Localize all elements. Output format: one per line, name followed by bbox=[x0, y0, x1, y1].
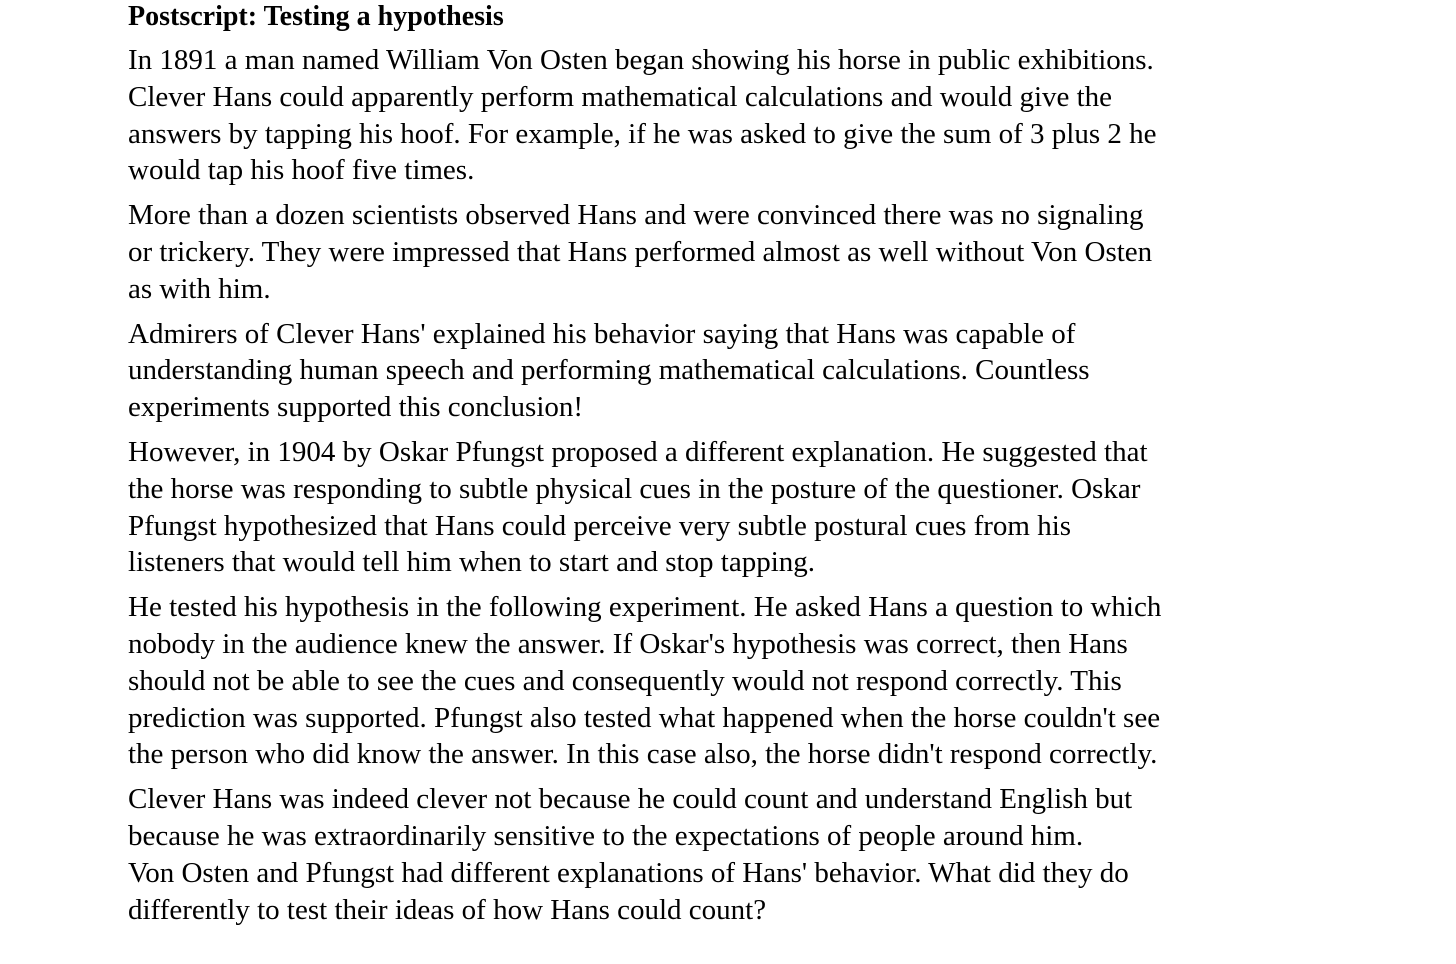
text-line: However, in 1904 by Oskar Pfungst proposed a different explanation. He suggested that bbox=[128, 435, 1148, 468]
text-line: the horse was responding to subtle physical cues in the posture of the questioner. Oskar bbox=[128, 472, 1141, 505]
text-line: would tap his hoof five times. bbox=[128, 154, 475, 187]
text-line: differently to test their ideas of how Hans could count? bbox=[128, 893, 767, 926]
text-line: Clever Hans could apparently perform mathematical calculations and would give the bbox=[128, 80, 1113, 113]
text-line: because he was extraordinarily sensitive to the expectations of people around him. bbox=[128, 819, 1084, 852]
body-text bbox=[128, 42, 1328, 928]
paragraph bbox=[128, 197, 1328, 307]
text-line: Von Osten and Pfungst had different explanations of Hans' behavior. What did they do bbox=[128, 856, 1129, 889]
paragraph bbox=[128, 589, 1328, 773]
text-line: understanding human speech and performing mathematical calculations. Countless bbox=[128, 354, 1090, 387]
text-line: More than a dozen scientists observed Hans and were convinced there was no signaling bbox=[128, 199, 1144, 232]
paragraph bbox=[128, 316, 1328, 426]
paragraph bbox=[128, 434, 1328, 581]
paragraph bbox=[128, 42, 1328, 189]
text-line: prediction was supported. Pfungst also tested what happened when the horse couldn't see bbox=[128, 701, 1161, 734]
text-line: answers by tapping his hoof. For example, if he was asked to give the sum of 3 plus 2 he bbox=[128, 117, 1157, 150]
text-line: Pfungst hypothesized that Hans could perceive very subtle postural cues from his bbox=[128, 509, 1072, 542]
document bbox=[128, 0, 1328, 928]
text-line: should not be able to see the cues and consequently would not respond correctly. This bbox=[128, 664, 1122, 697]
text-line: He tested his hypothesis in the following experiment. He asked Hans a question to which bbox=[128, 591, 1162, 624]
paragraph bbox=[128, 781, 1328, 928]
text-line: listeners that would tell him when to start and stop tapping. bbox=[128, 546, 816, 579]
text-line: Admirers of Clever Hans' explained his behavior saying that Hans was capable of bbox=[128, 317, 1076, 350]
text-line: experiments supported this conclusion! bbox=[128, 391, 584, 424]
text-line: the person who did know the answer. In this case also, the horse didn't respond correctly. bbox=[128, 738, 1158, 771]
text-line: nobody in the audience knew the answer. If Oskar's hypothesis was correct, then Hans bbox=[128, 627, 1128, 660]
page-title: Postscript: Testing a hypothesis bbox=[128, 1, 504, 32]
text-line: as with him. bbox=[128, 272, 271, 305]
text-line: In 1891 a man named William Von Osten began showing his horse in public exhibitions. bbox=[128, 44, 1154, 76]
text-line: or trickery. They were impressed that Hans performed almost as well without Von Osten bbox=[128, 235, 1153, 268]
text-line: Clever Hans was indeed clever not because he could count and understand English but bbox=[128, 783, 1133, 816]
